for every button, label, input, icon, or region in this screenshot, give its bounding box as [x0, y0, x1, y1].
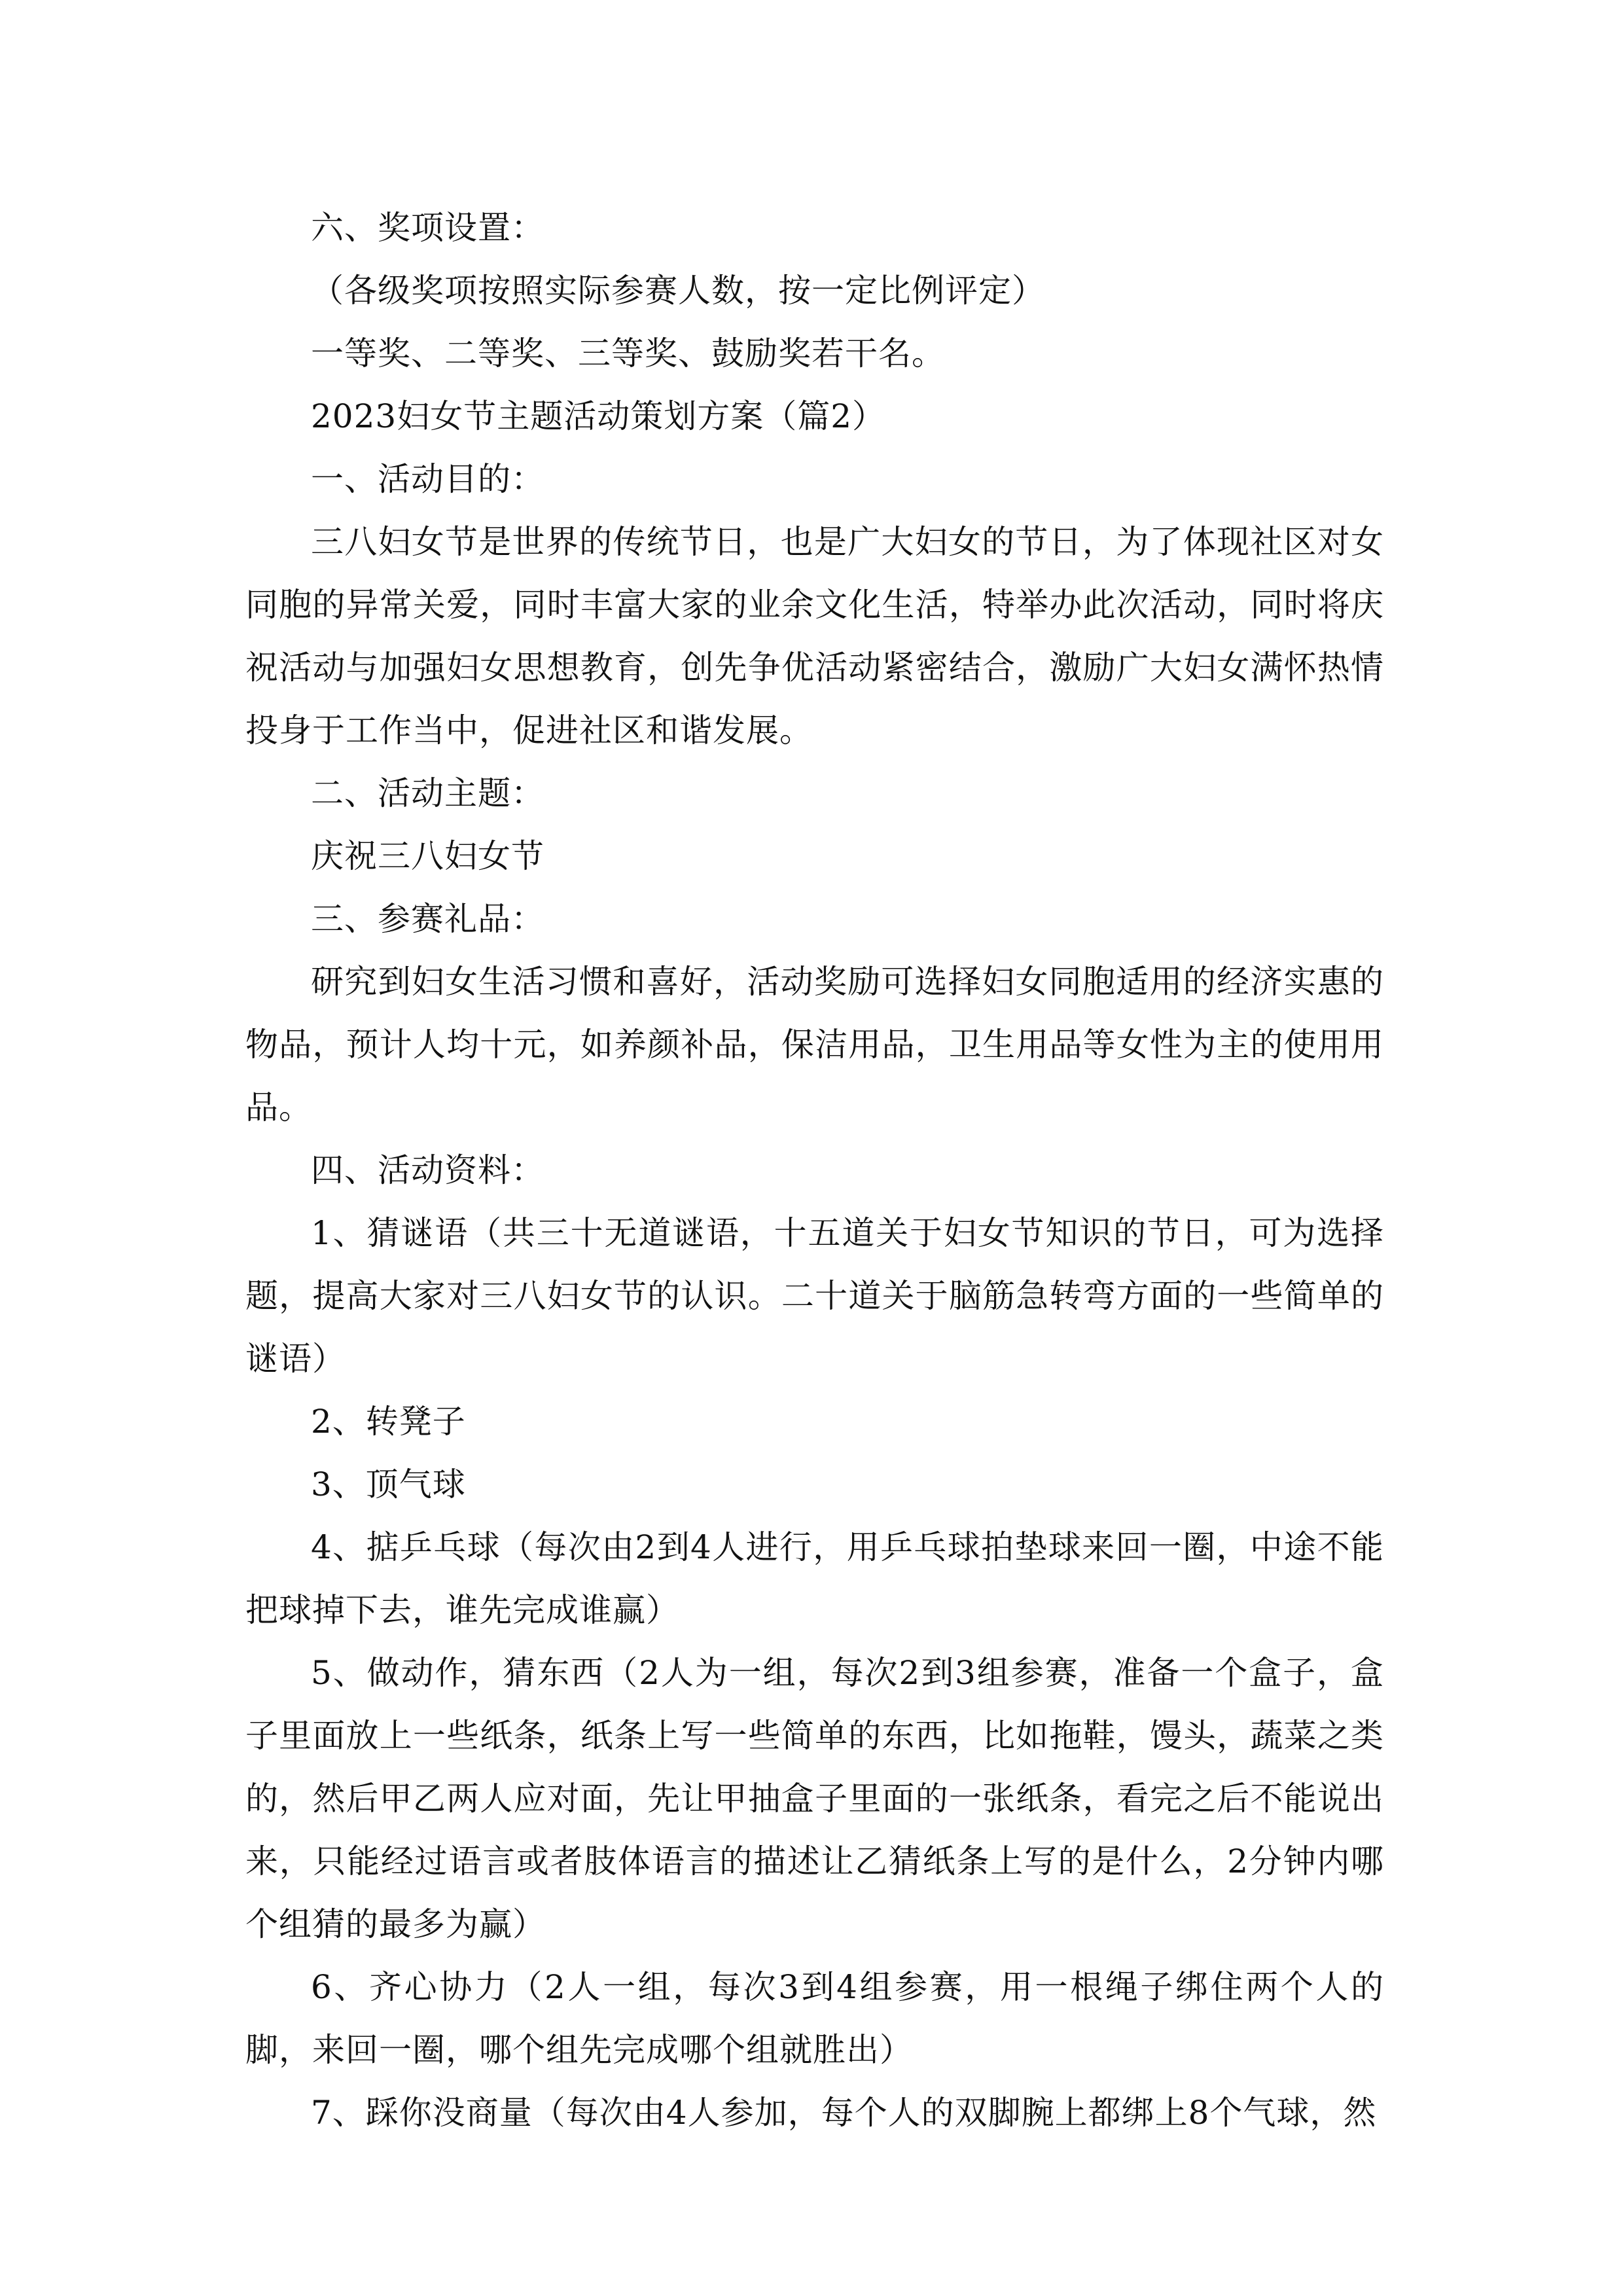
heading-purpose: 一、活动目的：: [311, 460, 544, 498]
heading-activities: 四、活动资料：: [311, 1151, 544, 1189]
activity-teamwork: 6、齐心协力（2人一组，每次3到4组参赛，用一根绳子绑住两个人的脚，来回一圈，哪个组先完成哪个组就胜出）: [245, 1968, 1384, 2069]
purpose-text: 三八妇女节是世界的传统节日，也是广大妇女的节日，为了体现社区对女同胞的异常关爱，同时丰富大家的业余文化生活，特举办此次活动，同时将庆祝活动与加强妇女思想教育，创先争优活动紧密结合，激励广大妇女满怀热情投身于工作当中，促进社区和谐发展。: [245, 523, 1384, 749]
heading-awards: 六、奖项设置：: [311, 209, 544, 247]
activity-pingpong: 4、掂乒乓球（每次由2到4人进行，用乒乓球拍垫球来回一圈，中途不能把球掉下去，谁先完成谁赢）: [245, 1528, 1384, 1629]
awards-list: 一等奖、二等奖、三等奖、鼓励奖若干名。: [311, 334, 945, 372]
theme-text: 庆祝三八妇女节: [311, 837, 544, 875]
gifts-text: 研究到妇女生活习惯和喜好，活动奖励可选择妇女同胞适用的经济实惠的物品，预计人均十元，如养颜补品，保洁用品，卫生用品等女性为主的使用用品。: [245, 963, 1384, 1126]
heading-theme: 二、活动主题：: [311, 774, 544, 812]
document-body: [245, 196, 1384, 2144]
heading-gifts: 三、参赛礼品：: [311, 900, 544, 938]
activity-stools: 2、转凳子: [311, 1403, 466, 1441]
plan-title: 2023妇女节主题活动策划方案（篇2）: [311, 397, 886, 435]
activity-balloon: 3、顶气球: [311, 1465, 466, 1503]
activity-riddles: 1、猜谜语（共三十无道谜语，十五道关于妇女节知识的节日，可为选择题，提高大家对三八妇女节的认识。二十道关于脑筋急转弯方面的一些简单的谜语）: [245, 1214, 1384, 1378]
awards-note: （各级奖项按照实际参赛人数，按一定比例评定）: [311, 272, 1045, 310]
activity-charades: 5、做动作，猜东西（2人为一组，每次2到3组参赛，准备一个盒子，盒子里面放上一些纸条，纸条上写一些简单的东西，比如拖鞋，馒头，蔬菜之类的，然后甲乙两人应对面，先让甲抽盒子里面的一张纸条，看完之后不能说出来，只能经过语言或者肢体语言的描述让乙猜纸条上写的是什么，2分钟内哪个组猜的最多为赢）: [245, 1654, 1384, 1943]
activity-stomp: 7、踩你没商量（每次由4人参加，每个人的双脚腕上都绑上8个气球，然: [311, 2094, 1377, 2132]
